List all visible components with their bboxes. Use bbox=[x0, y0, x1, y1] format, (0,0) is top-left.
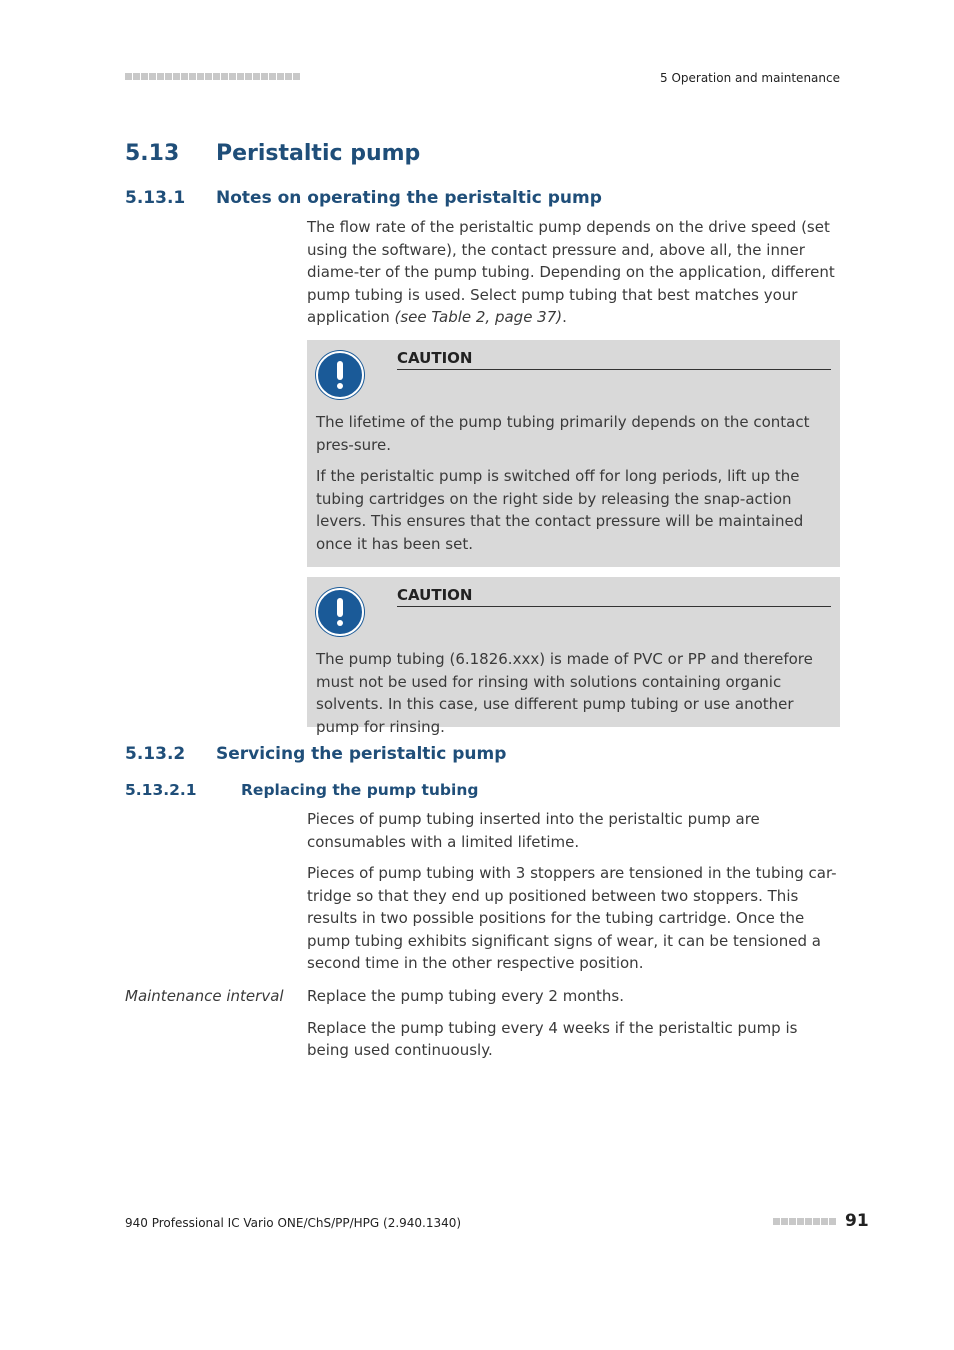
subsection2-number: 5.13.2 bbox=[125, 744, 186, 764]
subsection2-heading bbox=[125, 744, 506, 764]
header-decoration bbox=[125, 73, 300, 80]
subsection1-number: 5.13.1 bbox=[125, 188, 186, 208]
caution-title-2: CAUTION bbox=[397, 586, 831, 607]
interval-paragraph-1: Replace the pump tubing every 2 months. bbox=[307, 987, 625, 1005]
caution-box-2 bbox=[307, 577, 840, 736]
header-chapter: 5 Operation and maintenance bbox=[660, 71, 840, 85]
subsection1-body bbox=[307, 216, 840, 329]
section-number: 5.13 bbox=[125, 141, 180, 166]
footer-product: 940 Professional IC Vario ONE/ChS/PP/HPG (2.940.1340) bbox=[125, 1216, 462, 1230]
paragraph-end: . bbox=[562, 308, 567, 326]
exclamation-icon bbox=[316, 351, 364, 399]
subsubsection-heading bbox=[125, 781, 478, 799]
section-title: Peristaltic pump bbox=[216, 141, 421, 166]
exclamation-icon bbox=[316, 588, 364, 636]
caution-body-1 bbox=[316, 411, 832, 555]
caution1-paragraph-1: The lifetime of the pump tubing primarily depends on the contact pres-sure. bbox=[316, 413, 810, 454]
interval-paragraph-2: Replace the pump tubing every 4 weeks if the peristaltic pump is being used continuously. bbox=[307, 1018, 798, 1059]
section-heading bbox=[125, 141, 420, 166]
subsubsection-paragraph-2: Pieces of pump tubing with 3 stoppers are tensioned in the tubing car-tridge so that they end up positioned between two stoppers. This results in two possible positions for the tubing cartridge. Once the pump tubing exhibits significant signs of wear, it can be tensioned a second time in the other respective position. bbox=[307, 864, 837, 972]
subsubsection-paragraph-1: Pieces of pump tubing inserted into the peristaltic pump are consumables with a limited lifetime. bbox=[307, 810, 760, 851]
caution-box-1 bbox=[307, 340, 840, 567]
subsubsection-title: Replacing the pump tubing bbox=[241, 781, 479, 799]
caution-body-2 bbox=[316, 648, 832, 738]
caution-title-1: CAUTION bbox=[397, 349, 831, 370]
caution2-paragraph-1: The pump tubing (6.1826.xxx) is made of PVC or PP and therefore must not be used for rinsing with solutions containing organic solvents. In this case, use different pump tubing or use another pump for rinsing. bbox=[316, 650, 813, 736]
page-number: 91 bbox=[845, 1211, 869, 1231]
paragraph-text: The flow rate of the peristaltic pump depends on the drive speed (set using the software), the contact pressure and, above all, the inner diame-ter of the pump tubing. Depending on the application, different pump tubing is used. Select pump tubing that best matches your application bbox=[307, 218, 835, 326]
subsubsection-number: 5.13.2.1 bbox=[125, 781, 197, 799]
subsection1-title: Notes on operating the peristaltic pump bbox=[216, 188, 602, 208]
subsection2-title: Servicing the peristaltic pump bbox=[216, 744, 507, 764]
table-reference-link[interactable]: (see Table 2, page 37) bbox=[394, 308, 563, 326]
maintenance-interval-body bbox=[307, 985, 840, 1062]
maintenance-interval-label: Maintenance interval bbox=[125, 987, 284, 1005]
footer-decoration bbox=[773, 1218, 836, 1225]
subsection1-heading bbox=[125, 188, 602, 208]
caution1-paragraph-2: If the peristaltic pump is switched off for long periods, lift up the tubing cartridges on the right side by releasing the snap-action levers. This ensures that the contact pressure will be maintained once it has been set. bbox=[316, 467, 804, 553]
subsubsection-body bbox=[307, 808, 840, 975]
subsection1-paragraph bbox=[307, 216, 840, 329]
